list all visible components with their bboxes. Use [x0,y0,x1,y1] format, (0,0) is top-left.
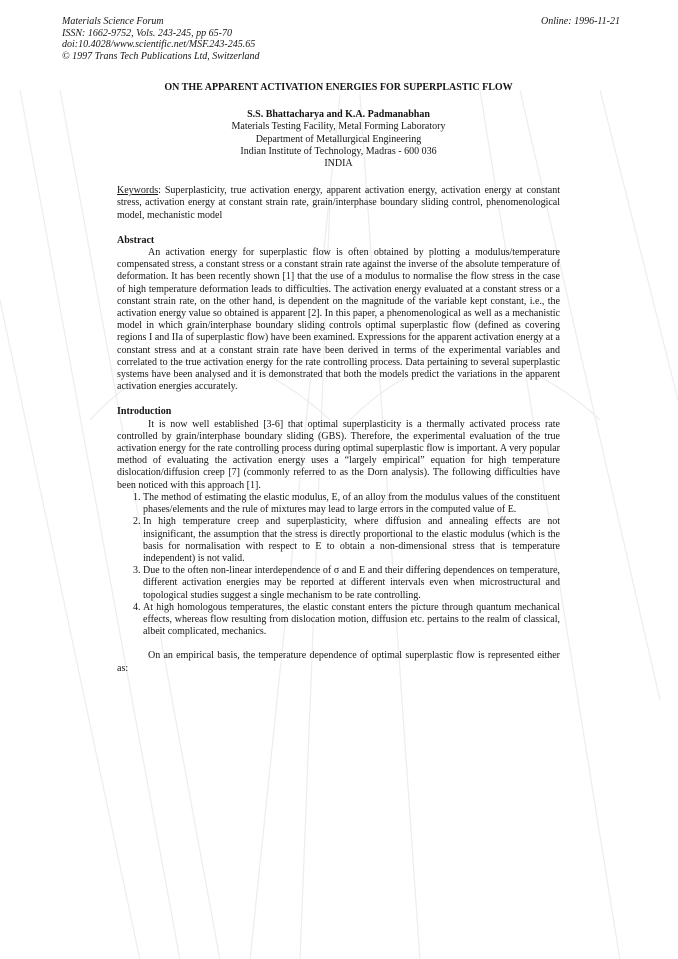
issn-line: ISSN: 1662-9752, Vols. 243-245, pp 65-70 [62,27,232,39]
journal-header [62,16,260,62]
keywords [117,185,560,222]
keywords-label: Keywords [117,185,159,197]
author-block [117,109,560,170]
affiliation-line: Materials Testing Facility, Metal Forming Laboratory [231,121,446,133]
list-item: 3. Due to the often non-linear interdependence of σ and E and their differing dependences on temperature, different activation energies may be reported at different intervals even when microstructural and topological studies suggest a single mechanism to be rate controlling. [143,565,560,602]
list-item: 2. In high temperature creep and superplasticity, where diffusion and annealing effects are not insignificant, the assumption that the stress is directly proportional to the elastic modulus (which is the basis for normalisation with respect to E to obtain a non-dimensional stress that is temperature independent) is not valid. [143,516,560,565]
affiliation-line: Indian Institute of Technology, Madras - 600 036 [240,145,437,157]
difficulties-list [117,492,560,638]
author-names: S.S. Bhattacharya and K.A. Padmanabhan [247,109,430,121]
closing-paragraph: On an empirical basis, the temperature dependence of optimal superplastic flow is represented either as: [117,650,560,674]
list-item: 1. The method of estimating the elastic modulus, E, of an alloy from the modulus values of the constituent phases/elements and the rule of mixtures may lead to large errors in the computed value of E. [143,492,560,516]
introduction-heading: Introduction [117,406,172,418]
paper-body [117,82,560,675]
introduction-text: It is now well established [3-6] that optimal superplasticity is a thermally activated process rate controlled by grain/interphase boundary sliding (GBS). Therefore, the experimental evaluation of the true activation energy for the rate controlling process during optimal superplastic flow is important. A very popular method of evaluating the activation energy uses a “largely empirical” equation for high temperature dislocation/diffusion creep [7] (commonly referred to as the Dorn analysis). The following difficulties have been noticed with this approach [1]. [117,418,560,491]
copyright-line: © 1997 Trans Tech Publications Ltd, Switzerland [62,50,260,62]
journal-name: Materials Science Forum [62,16,164,27]
doi-line[interactable]: doi:10.4028/www.scientific.net/MSF.243-245.65 [62,39,256,51]
abstract-heading: Abstract [117,234,155,246]
keywords-text: : Superplasticity, true activation energy, apparent activation energy, activation energy at constant stress, activation energy at constant strain rate, grain/interphase boundary sliding control, phenomenological model, mechanistic model [117,185,560,221]
list-item: 4. At high homologous temperatures, the elastic constant enters the picture through quantum mechanical effects, whereas flow resulting from dislocation motion, diffusion etc. pertains to the realm of classical, albeit complicated, mechanics. [143,602,560,639]
paper-title: ON THE APPARENT ACTIVATION ENERGIES FOR SUPERPLASTIC FLOW [164,82,513,93]
abstract-text: An activation energy for superplastic flow is often obtained by plotting a modulus/temperature compensated stress, a constant stress or a constant strain rate against the inverse of the absolute temperature of deformation. It has been recently shown [1] that the use of a modulus to normalise the flow stress in the case of high temperature deformation leads to difficulties. The activation energy evaluated at a constant stress or a constant strain rate, on the other hand, is dependent on the magnitude of the variable kept constant, i.e., the activation energy value so obtained is apparent [2]. In this paper, a phenomenological as well as a mechanistic model in which grain/interphase boundary sliding controls optimal superplastic flow (defined as covering regions I and IIa of superplastic flow) have been examined. Expressions for the apparent activation energy at a constant stress and at a constant strain rate have been derived in terms of the experimental variables and correlated to the true activation energy for the rate controlling process. Data pertaining to several superplastic systems have been analysed and it is demonstrated that both the models predict the variations in the apparent activation energies accurately. [117,247,560,393]
affiliation-line: Department of Metallurgical Engineering [255,133,422,145]
online-date: Online: 1996-11-21 [541,16,620,27]
affiliation-line: INDIA [324,158,353,170]
